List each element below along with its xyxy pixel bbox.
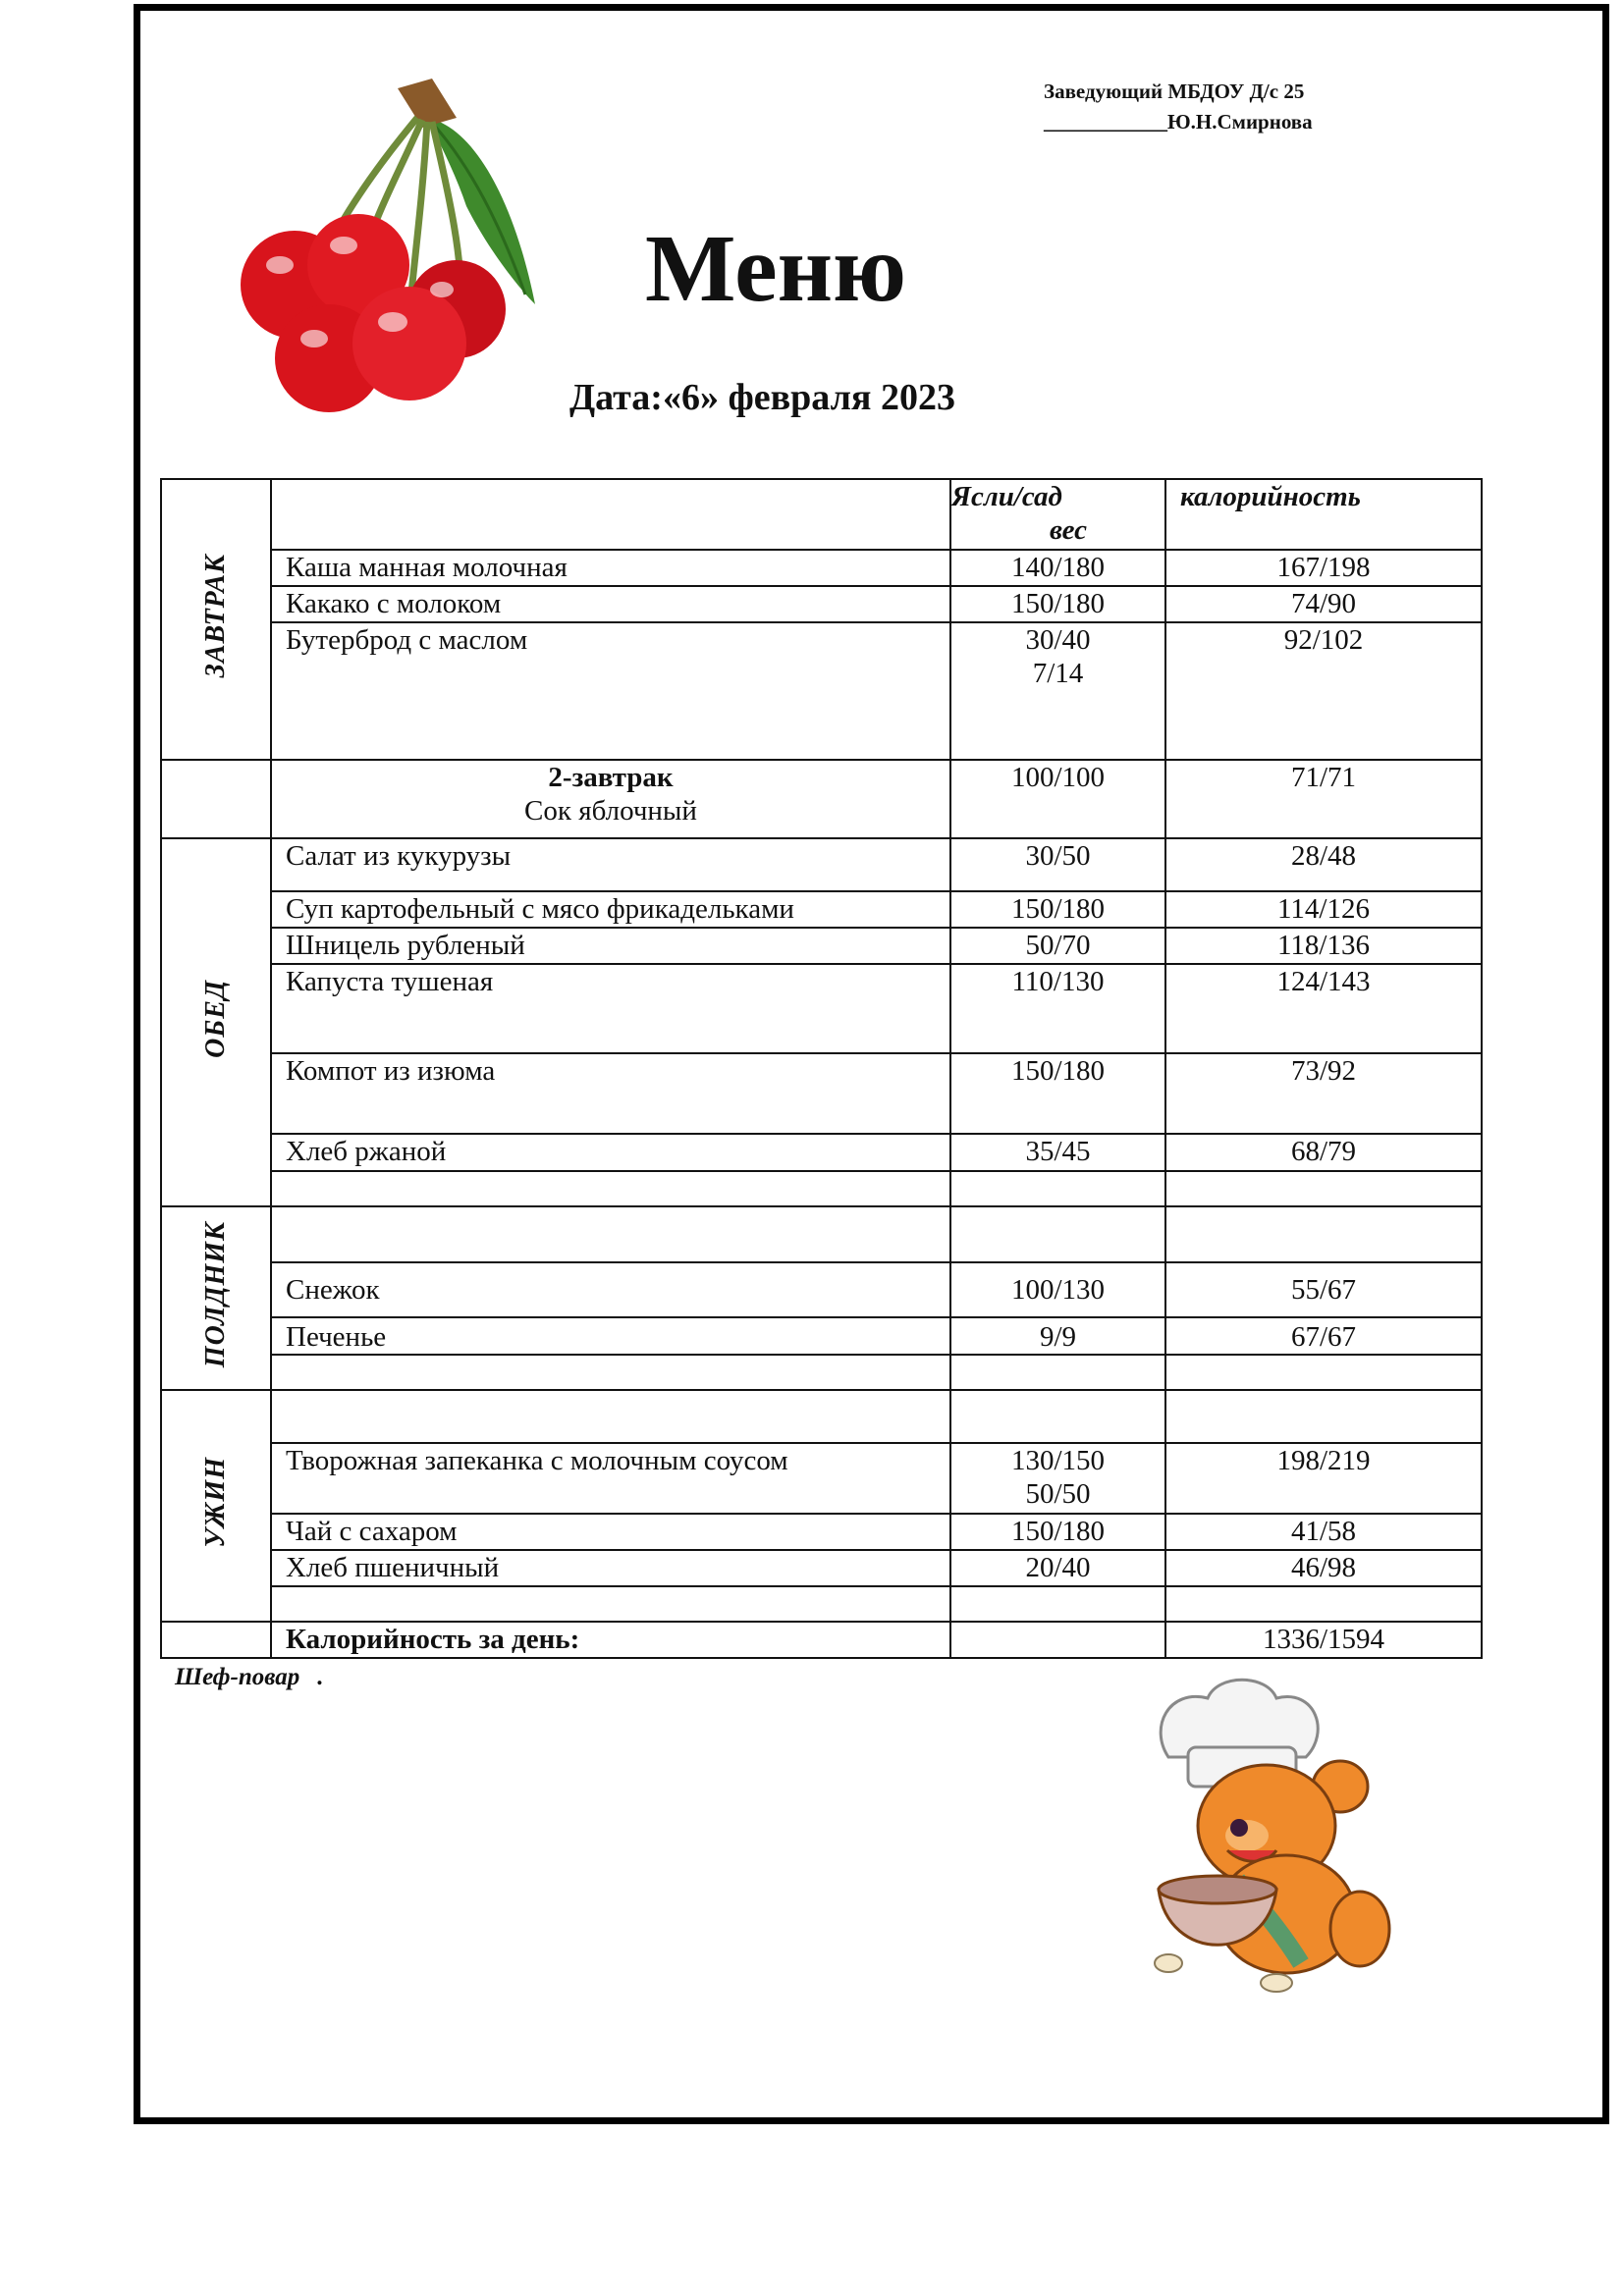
dish-calories: 167/198 xyxy=(1165,550,1482,586)
total-calories: 1336/1594 xyxy=(1165,1622,1482,1658)
table-row xyxy=(161,1317,1482,1355)
column-header-calories: калорийность xyxy=(1165,479,1482,550)
table-row xyxy=(161,891,1482,928)
dish-calories: 92/102 xyxy=(1165,622,1482,760)
meal-label: ПОЛДНИК xyxy=(200,1220,231,1368)
table-row xyxy=(161,1053,1482,1134)
dish-weight: 150/180 xyxy=(950,891,1165,928)
cherry-illustration xyxy=(221,59,555,442)
approval-block xyxy=(1044,77,1313,137)
dish-calories: 67/67 xyxy=(1165,1317,1482,1355)
dish-calories: 124/143 xyxy=(1165,964,1482,1053)
table-row-empty xyxy=(161,1355,1482,1390)
table-row-empty xyxy=(161,1206,1482,1262)
dish-name: Салат из кукурузы xyxy=(271,838,950,891)
approval-position: Заведующий МБДОУ Д/с 25 xyxy=(1044,80,1305,103)
chef-bear-illustration xyxy=(1129,1669,1394,2002)
table-row xyxy=(161,586,1482,622)
dish-weight: 150/180 xyxy=(950,586,1165,622)
table-row xyxy=(161,928,1482,964)
dish-name: Хлеб пшеничный xyxy=(271,1550,950,1586)
dish-calories: 28/48 xyxy=(1165,838,1482,891)
dish-name: Капуста тушеная xyxy=(271,964,950,1053)
dish-calories: 74/90 xyxy=(1165,586,1482,622)
table-row-second-breakfast xyxy=(161,760,1482,838)
dish-calories: 55/67 xyxy=(1165,1262,1482,1317)
meal-label: ОБЕД xyxy=(200,979,231,1058)
dish-name: Чай с сахаром xyxy=(271,1514,950,1550)
table-row xyxy=(161,1550,1482,1586)
dish-name: Какако с молоком xyxy=(271,586,950,622)
dish-weight: 130/150 50/50 xyxy=(950,1443,1165,1514)
dish-calories: 114/126 xyxy=(1165,891,1482,928)
dish-weight: 30/50 xyxy=(950,838,1165,891)
table-row xyxy=(161,1514,1482,1550)
chef-signature xyxy=(175,1664,324,1691)
table-row xyxy=(161,550,1482,586)
dish-calories: 198/219 xyxy=(1165,1443,1482,1514)
table-row-empty xyxy=(161,1171,1482,1206)
dish-name: Шницель рубленый xyxy=(271,928,950,964)
dish-weight: 150/180 xyxy=(950,1514,1165,1550)
dish-name: Печенье xyxy=(271,1317,950,1355)
dish-name: Каша манная молочная xyxy=(271,550,950,586)
approval-signature: ____________Ю.Н.Смирнова xyxy=(1044,110,1313,133)
meal-cell-lunch xyxy=(161,838,271,1206)
dish-weight: 30/40 7/14 xyxy=(950,622,1165,760)
dish-name: Компот из изюма xyxy=(271,1053,950,1134)
table-row xyxy=(161,622,1482,760)
meal-cell-dinner xyxy=(161,1390,271,1622)
meal-label: УЖИН xyxy=(200,1456,231,1548)
table-row-empty xyxy=(161,1586,1482,1622)
dish-weight: 140/180 xyxy=(950,550,1165,586)
table-row xyxy=(161,1262,1482,1317)
table-header-row xyxy=(161,479,1482,550)
table-row-total xyxy=(161,1622,1482,1658)
dish-name: Творожная запеканка с молочным соусом xyxy=(271,1443,950,1514)
dish-weight: 50/70 xyxy=(950,928,1165,964)
dish-weight: 100/130 xyxy=(950,1262,1165,1317)
dish-weight: 100/100 xyxy=(950,760,1165,838)
dish-name: Снежок xyxy=(271,1262,950,1317)
dish-calories: 68/79 xyxy=(1165,1134,1482,1171)
dish-calories: 71/71 xyxy=(1165,760,1482,838)
total-label: Калорийность за день: xyxy=(271,1622,950,1658)
dish-name: Бутерброд с маслом xyxy=(271,622,950,760)
table-row xyxy=(161,964,1482,1053)
chef-dot: . xyxy=(317,1664,324,1690)
dish-name: 2-завтрак Сок яблочный xyxy=(271,760,950,838)
dish-weight: 150/180 xyxy=(950,1053,1165,1134)
dish-calories: 73/92 xyxy=(1165,1053,1482,1134)
table-row xyxy=(161,1134,1482,1171)
table-row-empty xyxy=(161,1390,1482,1443)
dish-name: Суп картофельный с мясо фрикадельками xyxy=(271,891,950,928)
meal-cell-snack xyxy=(161,1206,271,1390)
menu-table xyxy=(160,478,1483,1659)
chef-label: Шеф-повар xyxy=(175,1664,300,1690)
meal-cell-breakfast xyxy=(161,479,271,760)
table-row xyxy=(161,1443,1482,1514)
dish-weight: 110/130 xyxy=(950,964,1165,1053)
dish-weight: 20/40 xyxy=(950,1550,1165,1586)
column-header-weight: Ясли/сад вес xyxy=(950,479,1165,550)
dish-calories: 46/98 xyxy=(1165,1550,1482,1586)
table-row xyxy=(161,838,1482,891)
dish-weight: 9/9 xyxy=(950,1317,1165,1355)
dish-name: Хлеб ржаной xyxy=(271,1134,950,1171)
dish-weight: 35/45 xyxy=(950,1134,1165,1171)
dish-calories: 118/136 xyxy=(1165,928,1482,964)
page-title: Меню xyxy=(644,216,907,322)
meal-label: ЗАВТРАК xyxy=(200,553,231,678)
dish-calories: 41/58 xyxy=(1165,1514,1482,1550)
menu-date: Дата:«6» февраля 2023 xyxy=(569,377,955,418)
